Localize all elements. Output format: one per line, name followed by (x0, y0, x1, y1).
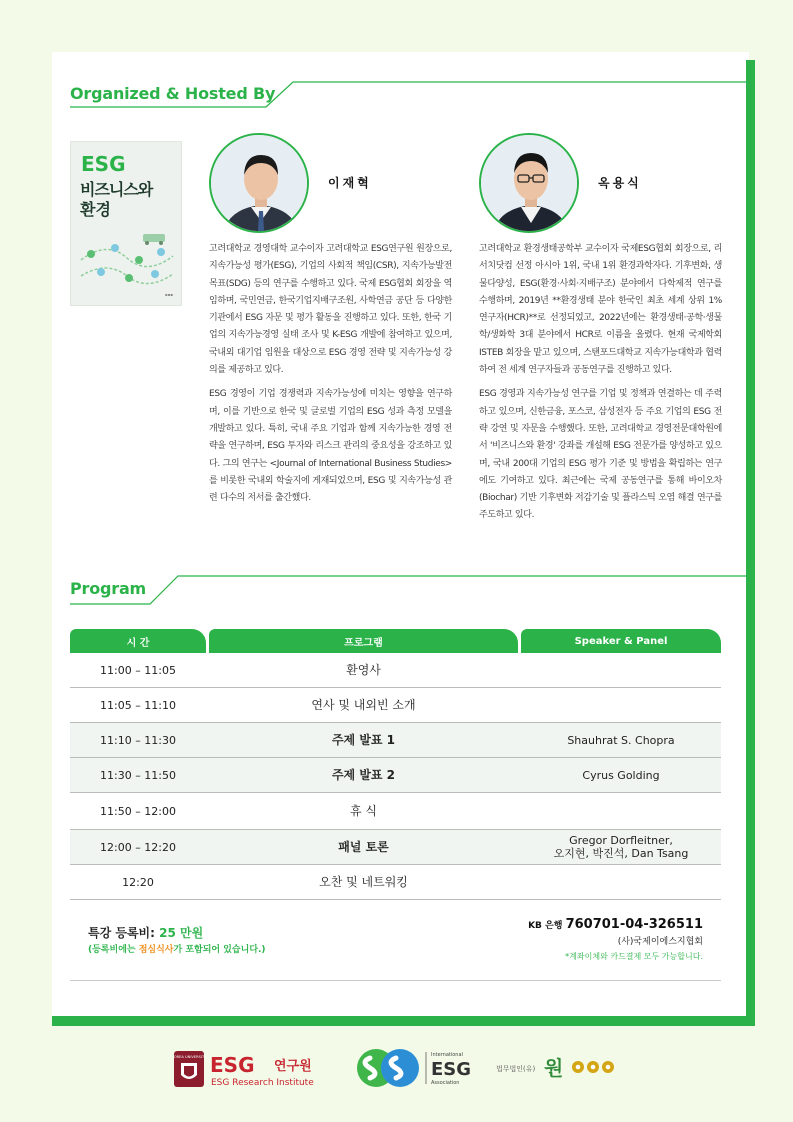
person-name-1: 이재혁 (328, 176, 372, 190)
logo-international-label: International (431, 1052, 463, 1058)
book-illustration (77, 230, 177, 300)
row-speaker (521, 865, 721, 899)
row-time: 11:05 – 11:10 (100, 698, 176, 712)
row-speaker: Shauhrat S. Chopra (567, 733, 675, 747)
logo-international-esg-association (356, 1048, 476, 1094)
fee-amount: 25 만원 (159, 926, 204, 940)
law-prefix: 법무법인(유) (496, 1065, 536, 1073)
row-title: 환영사 (346, 662, 381, 677)
esg-association-mark-icon (357, 1049, 419, 1087)
bio-paragraph: ESG 경영이 기업 경쟁력과 지속가능성에 미치는 영향을 연구하며, 이를 기반으로 한국 및 글로벌 기업의 ESG 성과 측정 모델을 개발하고 있다. 특히, 국내 주요 기업과 함께 지속가능한 경영 전략을 연구하며, ESG 투자와 리스크 관리의 중요성을 강조하고 있다. 그의 연구는 <Journal of International Business Studies>를 비롯한 국내외 학술지에 게재되었으며, ESG 및 지속가능성 관련 다수의 저서를 출간했다. (209, 389, 452, 504)
row-title: 연사 및 내외빈 소개 (311, 697, 416, 712)
row-time: 12:20 (122, 875, 154, 889)
row-title: 주제 발표 1 (331, 732, 396, 747)
table-row (70, 723, 721, 758)
bank-name: KB 은행 (528, 921, 566, 931)
table-row (70, 793, 721, 830)
row-time: 11:50 – 12:00 (100, 804, 176, 818)
row-title: 오찬 및 네트워킹 (319, 874, 408, 889)
table-row (70, 688, 721, 723)
row-speaker (521, 688, 721, 722)
row-speaker: Cyrus Golding (582, 768, 660, 782)
fee-note (88, 942, 266, 955)
table-row (70, 758, 721, 793)
logo-esg-label: ESG (431, 1059, 472, 1080)
law-firm-dots-icon (572, 1061, 614, 1073)
divider (70, 980, 721, 981)
person-photo-1 (211, 135, 309, 233)
book-publisher-mark: ▪▪▪ (164, 292, 173, 297)
person-photo-2 (481, 135, 579, 233)
table-header-speaker: Speaker & Panel (521, 629, 721, 653)
accent-bar-right (746, 60, 755, 1026)
row-speaker (521, 653, 721, 687)
row-speaker (521, 793, 721, 829)
bio-paragraph: 고려대학교 환경생태공학부 교수이자 국제ESG협회 회장으로, 리서치닷컴 선정 아시아 1위, 국내 1위 환경과학자다. 기후변화, 생물다양성, ESG(환경·사회·지배구조) 분야에서 다학제적 연구를 수행하며, 2019년 **환경생태 분야 한국인 최초 세계 상위 1% 연구자(HCR)**로 선정되었고, 2022년에는 환경생태·공학·생물학/생화학 3대 분야에서 HCR로 이름을 올렸다. 현재 국제학회 ISTEB 회장을 맡고 있으며, 스탠포드대학교 지속가능대학과 협력하여 전 세계 연구자들과 공동연구를 진행하고 있다. (479, 244, 722, 376)
table-row (70, 830, 721, 865)
table-row (70, 865, 721, 900)
esg-ri-kr: 연구원 (274, 1059, 312, 1074)
avatar-person-2 (479, 133, 579, 233)
book-title-line3: 환경 (80, 200, 111, 219)
law-name: 원 (544, 1056, 564, 1080)
row-speaker: Gregor Dorfleitner, 오지현, 박진석, Dan Tsang (553, 834, 689, 860)
korea-univ-text: KOREA UNIVERSITY (174, 1055, 207, 1059)
fee-note-post: 가 포함되어 있습니다.) (173, 945, 266, 955)
row-title: 주제 발표 2 (331, 767, 396, 782)
section-rule-organized (70, 80, 750, 110)
fee-label: 특강 등록비: (88, 926, 160, 940)
esg-ri-mark: ESG (210, 1053, 255, 1077)
section-rule-program (70, 574, 750, 606)
row-time: 11:10 – 11:30 (100, 733, 176, 747)
book-cover (70, 141, 182, 306)
bank-note: *계좌이체와 카드결제 모두 가능합니다. (565, 952, 703, 961)
book-title-line2: 비즈니스와 (80, 180, 153, 199)
bio-paragraph: ESG 경영과 지속가능성 연구를 기업 및 정책과 연결하는 데 주력하고 있으며, 신한금융, 포스코, 삼성전자 등 주요 기업의 ESG 전략 강연 및 자문을 수행했다. 또한, 고려대학교 경영전문대학원에서 '비즈니스와 환경' 강좌를 개설해 ESG 전문가를 양성하고 있으며, 국내 200대 기업의 ESG 평가 기준 및 방법을 확립하는 연구에도 기여하고 있다. 최근에는 국제 공동연구를 통해 바이오차(Biochar) 기반 기후변화 저감기술 및 플라스틱 오염 해결 연구를 주도하고 있다. (479, 389, 722, 521)
person-bio-1 (209, 241, 452, 507)
registration-fee (88, 924, 203, 941)
logo-law-firm-won (496, 1048, 626, 1092)
korea-university-crest-icon (174, 1051, 207, 1087)
fee-note-pre: (등록비에는 (88, 945, 139, 955)
bank-info (528, 917, 703, 962)
row-time: 11:00 – 11:05 (100, 663, 176, 677)
logo-association-label: Association (431, 1080, 460, 1086)
person-name-2: 옥용식 (598, 176, 642, 190)
person-bio-2 (479, 241, 722, 525)
row-title: 휴 식 (350, 803, 377, 818)
section-title-program: Program (70, 579, 147, 598)
esg-ri-en: ESG Research Institute (211, 1078, 314, 1088)
fee-note-highlight: 점심식사 (138, 945, 174, 955)
accent-bar-bottom (52, 1016, 755, 1026)
row-time: 12:00 – 12:20 (100, 840, 176, 854)
bio-paragraph: 고려대학교 경영대학 교수이자 고려대학교 ESG연구원 원장으로, 지속가능성 평가(ESG), 기업의 사회적 책임(CSR), 지속가능발전목표(SDG) 등의 연구를 수행하고 있다. 국제 ESG협회 회장을 역임하며, 국민연금, 한국기업지배구조원, 사학연금 공단 등 다양한 기관에서 ESG 자문 및 평가 활동을 진행하고 있다. 또한, 한국 기업의 지속가능경영 실태 조사 및 K-ESG 개발에 참여하고 있으며, 국내외 대기업 임원을 대상으로 ESG 경영 전략 및 지속가능성 강의를 제공하고 있다. (209, 244, 452, 376)
logo-esg-research-institute (174, 1047, 334, 1095)
bank-account: 760701-04-326511 (565, 917, 703, 932)
row-title: 패널 토론 (338, 839, 389, 854)
row-time: 11:30 – 11:50 (100, 768, 176, 782)
table-row (70, 653, 721, 688)
avatar-person-1 (209, 133, 309, 233)
section-title-organized: Organized & Hosted By (70, 84, 276, 103)
table-header-program: 프로그램 (209, 629, 518, 653)
book-title-esg: ESG (81, 152, 126, 176)
table-header-time: 시 간 (70, 629, 206, 653)
bank-holder: (사)국제이에스지협회 (617, 937, 703, 947)
